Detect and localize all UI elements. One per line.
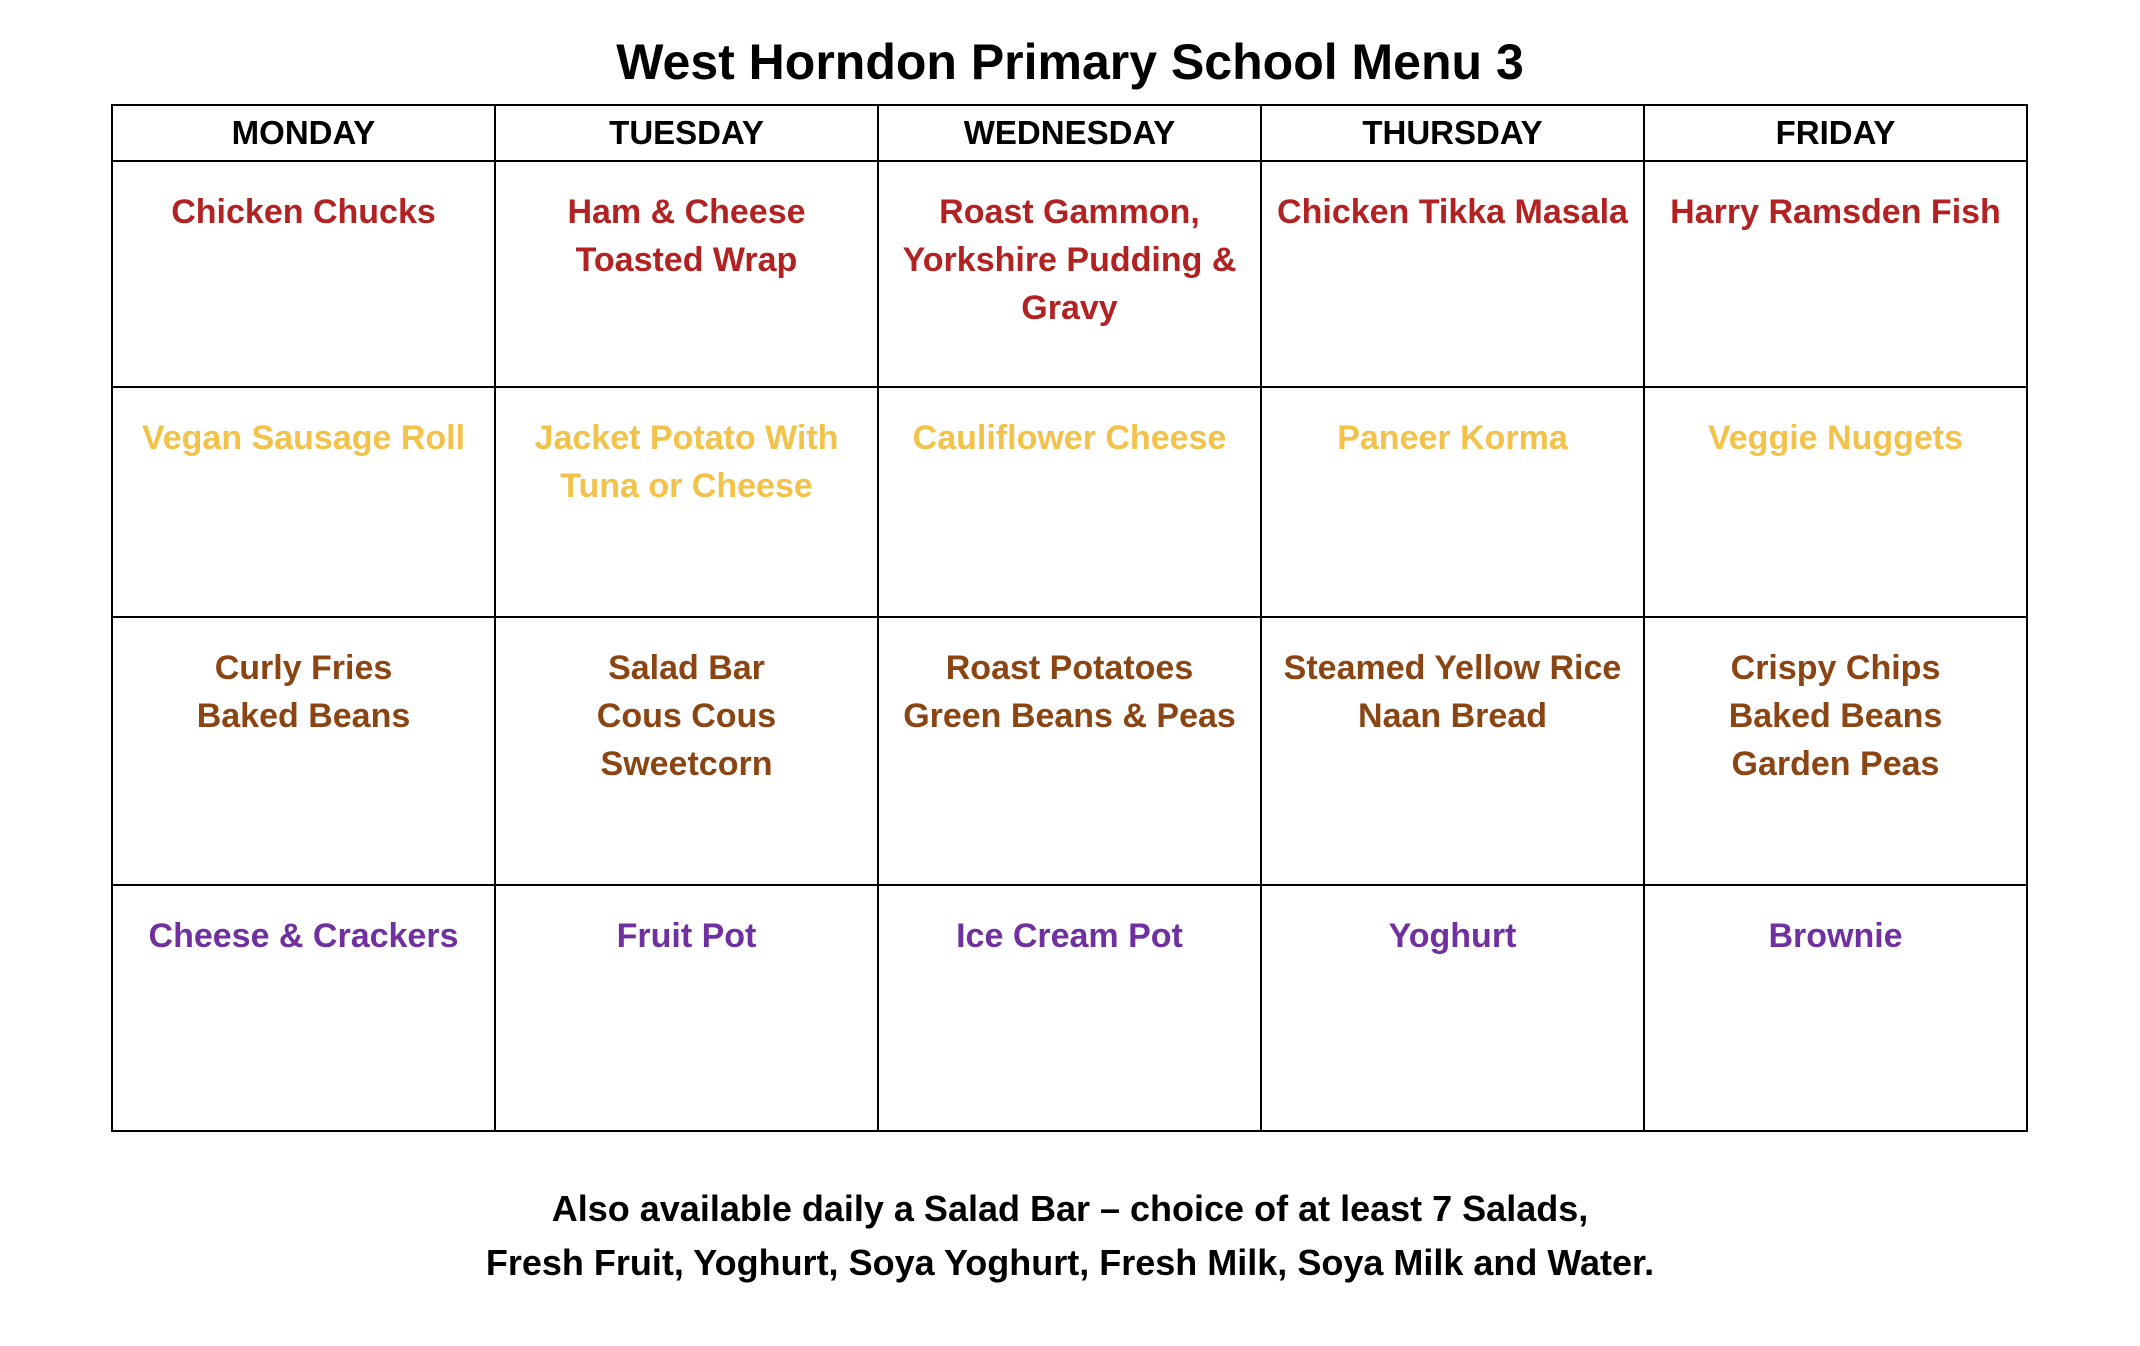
menu-item-line: Chicken Chucks [171,193,436,231]
menu-cell [1644,617,2027,885]
menu-cell [878,617,1261,885]
main-course-row [112,161,2027,387]
menu-cell [1644,885,2027,1131]
menu-cell [112,617,495,885]
menu-item-line: Veggie Nuggets [1707,419,1964,457]
menu-item-line: Cauliflower Cheese [912,419,1227,457]
sides-row [112,617,2027,885]
menu-item-line: Yoghurt [1388,917,1517,955]
menu-cell [495,885,878,1131]
menu-item-line: Sweetcorn [600,745,773,783]
menu-item-line: Steamed Yellow Rice [1283,649,1622,687]
footer-note [0,1182,2140,1290]
menu-cell [878,161,1261,387]
day-header-thursday: THURSDAY [1261,105,1644,161]
menu-cell [495,387,878,617]
menu-cell [1261,387,1644,617]
dessert-row [112,885,2027,1131]
day-header-monday: MONDAY [112,105,495,161]
menu-item-line: Yorkshire Pudding & [902,241,1237,279]
footer-line-2: Fresh Fruit, Yoghurt, Soya Yoghurt, Fresh Milk, Soya Milk and Water. [485,1242,1655,1283]
day-header-row [112,105,2027,161]
menu-item-line: Paneer Korma [1337,419,1568,457]
menu-item-line: Toasted Wrap [575,241,798,279]
menu-cell [1644,161,2027,387]
menu-cell [1261,885,1644,1131]
menu-cell [495,161,878,387]
menu-item-line: Crispy Chips [1730,649,1941,687]
menu-item-line: Baked Beans [196,697,411,735]
menu-item-line: Vegan Sausage Roll [141,419,466,457]
menu-cell [1644,387,2027,617]
day-header-wednesday: WEDNESDAY [878,105,1261,161]
menu-item-line: Roast Potatoes [945,649,1194,687]
menu-item-line: Brownie [1768,917,1903,955]
menu-cell [112,387,495,617]
menu-item-line: Ice Cream Pot [956,917,1183,955]
day-header-tuesday: TUESDAY [495,105,878,161]
menu-item-line: Baked Beans [1728,697,1943,735]
menu-cell [878,387,1261,617]
menu-item-line: Fruit Pot [616,917,757,955]
menu-item-line: Chicken Tikka Masala [1277,193,1628,231]
menu-item-line: Tuna or Cheese [560,467,813,505]
page-title: West Horndon Primary School Menu 3 [616,34,1524,90]
menu-item-line: Jacket Potato With [534,419,839,457]
menu-item-line: Cheese & Crackers [148,917,459,955]
menu-cell [1261,161,1644,387]
menu-item-line: Harry Ramsden Fish [1670,193,2001,231]
day-header-friday: FRIDAY [1644,105,2027,161]
menu-item-line: Curly Fries [214,649,393,687]
menu-item-line: Gravy [1021,289,1118,327]
menu-table [111,104,2028,1132]
menu-cell [112,885,495,1131]
vegetarian-row [112,387,2027,617]
menu-item-line: Cous Cous [596,697,777,735]
menu-item-line: Green Beans & Peas [903,697,1236,735]
footer-line-1: Also available daily a Salad Bar – choice of at least 7 Salads, [551,1188,1589,1229]
menu-item-line: Ham & Cheese [567,193,806,231]
menu-cell [495,617,878,885]
menu-cell [1261,617,1644,885]
menu-item-line: Naan Bread [1358,697,1547,735]
menu-cell [112,161,495,387]
menu-cell [878,885,1261,1131]
menu-item-line: Garden Peas [1731,745,1940,783]
menu-item-line: Roast Gammon, [939,193,1200,231]
menu-item-line: Salad Bar [608,649,765,687]
